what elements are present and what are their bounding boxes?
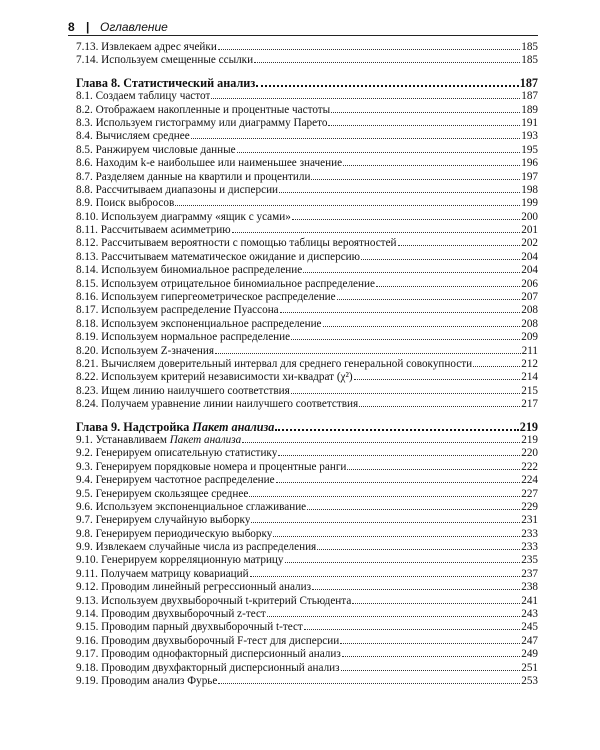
dot-leader <box>276 482 521 483</box>
toc-entry-title: 9.11. Получаем матрицу ковариаций <box>76 567 249 580</box>
toc-entry-title: 8.23. Ищем линию наилучшего соответствия <box>76 384 290 397</box>
toc-entry <box>76 278 538 291</box>
page-ref: 209 <box>521 331 538 344</box>
dot-leader <box>250 576 521 577</box>
dot-leader <box>175 205 520 206</box>
toc-entry-title: 9.6. Используем экспоненциальное сглаживание <box>76 500 307 513</box>
toc-entry-title: 8.14. Используем биномиальное распределение <box>76 264 303 277</box>
dot-leader <box>341 670 521 671</box>
toc-entry-title: 8.19. Используем нормальное распределение <box>76 331 291 344</box>
dot-leader <box>280 312 521 313</box>
toc-entry <box>76 251 538 264</box>
toc-entry-title: 8.20. Используем Z-значения <box>76 344 215 357</box>
dot-leader <box>473 366 520 367</box>
dot-leader <box>376 286 520 287</box>
dot-leader <box>342 656 520 657</box>
toc-entry <box>76 358 538 371</box>
dot-leader <box>242 442 520 443</box>
page-ref: 206 <box>521 277 538 290</box>
toc-entry <box>76 461 538 474</box>
toc-entry <box>76 541 538 554</box>
section-gap <box>76 412 538 421</box>
toc-entry <box>76 635 538 648</box>
italic-title-part: Пакет анализа <box>192 420 275 434</box>
toc-entry <box>76 104 538 117</box>
toc-entry <box>76 581 538 594</box>
toc-entry-title: 9.16. Проводим двухвыборочный F-тест для дисперсии <box>76 634 340 647</box>
page-ref: 208 <box>521 317 538 330</box>
dot-leader <box>215 353 521 354</box>
toc-entry-title: 8.12. Рассчитываем вероятности с помощью таблицы вероятностей <box>76 237 397 250</box>
page-ref: 253 <box>521 674 538 687</box>
toc-entry-title: 8.21. Вычисляем доверительный интервал для среднего генеральной совокупности <box>76 357 473 370</box>
toc-entry-title: 8.5. Ранжируем числовые данные <box>76 143 236 156</box>
page-ref: 202 <box>521 237 538 250</box>
page-ref: 198 <box>521 183 538 196</box>
toc-entry-title: 9.7. Генерируем случайную выборку <box>76 514 251 527</box>
toc-entry <box>76 434 538 447</box>
dot-leader <box>251 522 520 523</box>
toc-entry-title: 8.4. Вычисляем среднее <box>76 130 190 143</box>
dot-leader <box>292 219 520 220</box>
toc-entry <box>76 331 538 344</box>
toc-entry <box>76 608 538 621</box>
section-gap <box>76 68 538 77</box>
dot-leader <box>211 98 520 99</box>
toc-entry-title: 9.13. Используем двухвыборочный t-критерий Стьюдента <box>76 594 352 607</box>
page-ref: 220 <box>521 447 538 460</box>
dot-leader <box>256 85 518 87</box>
dot-leader <box>291 393 520 394</box>
toc-entry-title: 8.17. Используем распределение Пуассона <box>76 304 279 317</box>
toc-entry <box>76 488 538 501</box>
toc-entry-title: 9.10. Генерируем корреляционную матрицу <box>76 554 284 567</box>
page-ref: 191 <box>521 116 538 129</box>
toc-entry <box>76 528 538 541</box>
page-ref: 187 <box>519 75 538 90</box>
dot-leader <box>232 232 521 233</box>
dot-leader <box>254 62 520 63</box>
toc-entry-title: 8.18. Используем экспоненциальное распределение <box>76 317 322 330</box>
dot-leader <box>312 589 520 590</box>
toc-entry-title: 8.24. Получаем уравнение линии наилучшего соответствия <box>76 398 359 411</box>
page-ref: 245 <box>521 621 538 634</box>
page-ref: 235 <box>521 554 538 567</box>
dot-leader <box>273 536 520 537</box>
page-ref: 241 <box>521 594 538 607</box>
page-ref: 187 <box>521 90 538 103</box>
toc-entry-title: 8.8. Рассчитываем диапазоны и дисперсии <box>76 183 279 196</box>
page-ref: 219 <box>519 419 538 434</box>
toc-entry-title: 7.13. Извлекаем адрес ячейки <box>76 41 217 53</box>
toc-entry-title: 9.12. Проводим линейный регрессионный анализ <box>76 581 312 594</box>
toc-entry <box>76 264 538 277</box>
toc-entry-title: 8.13. Рассчитываем математическое ожидание и дисперсию <box>76 250 361 263</box>
toc-entry <box>76 171 538 184</box>
toc-entry <box>76 318 538 331</box>
toc-entry <box>76 595 538 608</box>
toc-entry-title: 9.2. Генерируем описательную статистику <box>76 447 278 460</box>
chapter-title: Глава 8. Статистический анализ <box>76 76 256 90</box>
dot-leader <box>267 616 520 617</box>
page-ref: 219 <box>521 433 538 446</box>
toc-entry <box>76 568 538 581</box>
page-ref: 233 <box>521 527 538 540</box>
page-ref: 214 <box>521 371 538 384</box>
toc-entry-title: 9.4. Генерируем частотное распределение <box>76 474 275 487</box>
page-ref: 204 <box>521 250 538 263</box>
page-ref: 233 <box>521 541 538 554</box>
dot-leader <box>279 192 520 193</box>
toc-entry <box>76 304 538 317</box>
dot-leader <box>347 469 520 470</box>
page-ref: 193 <box>521 130 538 143</box>
page-ref: 224 <box>521 474 538 487</box>
header-title: Оглавление <box>100 20 168 34</box>
page-ref: 251 <box>521 661 538 674</box>
toc-entry <box>76 291 538 304</box>
toc-entry <box>76 41 538 54</box>
toc-entry-title: 9.19. Проводим анализ Фурье <box>76 674 218 687</box>
toc-entry <box>76 90 538 103</box>
page-ref: 211 <box>521 344 538 357</box>
toc-entry <box>76 144 538 157</box>
dot-leader <box>191 138 521 139</box>
page-ref: 229 <box>521 500 538 513</box>
page-ref: 217 <box>521 398 538 411</box>
dot-leader <box>218 683 520 684</box>
dot-leader <box>343 165 520 166</box>
toc-entry <box>76 648 538 661</box>
toc-entry <box>76 130 538 143</box>
header-rule <box>68 35 538 36</box>
dot-leader <box>317 549 520 550</box>
toc-entry-title: 9.18. Проводим двухфакторный дисперсионный анализ <box>76 661 340 674</box>
chapter-title: Глава 9. Надстройка Пакет анализа <box>76 420 275 434</box>
page-ref: 243 <box>521 608 538 621</box>
toc-entry-title: 8.16. Используем гипергеометрическое распределение <box>76 291 336 304</box>
toc-entry-title: 9.14. Проводим двухвыборочный z-тест <box>76 608 266 621</box>
page-ref: 231 <box>521 514 538 527</box>
toc-entry-title: 9.17. Проводим однофакторный дисперсионный анализ <box>76 648 341 661</box>
toc-entry <box>76 371 538 384</box>
chapter-heading <box>76 421 538 434</box>
page-ref: 237 <box>521 567 538 580</box>
header-separator: | <box>86 20 90 34</box>
toc-entry-title: 8.9. Поиск выбросов <box>76 197 175 210</box>
dot-leader <box>328 125 520 126</box>
toc-entry-title: 7.14. Используем смещенные ссылки <box>76 54 254 67</box>
page-ref: 199 <box>521 197 538 210</box>
toc-entry-title: 9.15. Проводим парный двухвыборочный t-тест <box>76 621 303 634</box>
dot-leader <box>352 603 520 604</box>
toc-entry <box>76 211 538 224</box>
dot-leader <box>303 272 520 273</box>
toc-entry <box>76 621 538 634</box>
dot-leader <box>337 299 521 300</box>
toc-entry <box>76 447 538 460</box>
page-ref: 197 <box>521 170 538 183</box>
toc-entry <box>76 54 538 67</box>
toc-entry <box>76 157 538 170</box>
toc-entry-title: 8.10. Используем диаграмму «ящик с усами» <box>76 210 291 223</box>
page-ref: 185 <box>521 54 538 67</box>
dot-leader <box>237 152 521 153</box>
toc-entry-title: 9.5. Генерируем скользящее среднее <box>76 487 249 500</box>
page-ref: 227 <box>521 487 538 500</box>
toc-entry <box>76 224 538 237</box>
page-ref: 208 <box>521 304 538 317</box>
dot-leader <box>361 259 520 260</box>
page-ref: 201 <box>521 224 538 237</box>
page-ref: 212 <box>521 357 538 370</box>
page-ref: 189 <box>521 103 538 116</box>
toc-entry-title: 8.6. Находим k-е наибольшее или наименьшее значение <box>76 157 343 170</box>
toc-entry <box>76 514 538 527</box>
dot-leader <box>278 455 520 456</box>
dot-leader <box>311 179 520 180</box>
toc-entry <box>76 184 538 197</box>
toc-entry <box>76 197 538 210</box>
toc-entry <box>76 385 538 398</box>
toc-entry <box>76 501 538 514</box>
page-ref: 215 <box>521 384 538 397</box>
page-ref: 249 <box>521 648 538 661</box>
page-ref: 204 <box>521 264 538 277</box>
toc-entry-title: 8.15. Используем отрицательное биномиальное распределение <box>76 277 375 290</box>
toc-entry-title: 9.3. Генерируем порядковые номера и процентные ранги <box>76 460 347 473</box>
toc-entry-title: 8.11. Рассчитываем асимметрию <box>76 224 231 237</box>
running-header <box>68 18 538 40</box>
toc-entry-title: 9.9. Извлекаем случайные числа из распределения <box>76 541 317 554</box>
toc-entry <box>76 398 538 411</box>
dot-leader <box>249 496 520 497</box>
page-ref: 222 <box>521 460 538 473</box>
toc-entry <box>76 345 538 358</box>
page-ref: 238 <box>521 581 538 594</box>
toc-entry <box>76 662 538 675</box>
dot-leader <box>291 339 520 340</box>
toc-entry <box>76 554 538 567</box>
dot-leader <box>285 562 521 563</box>
toc-entry-title: 8.2. Отображаем накопленные и процентные частоты <box>76 103 331 116</box>
dot-leader <box>354 379 521 380</box>
dot-leader <box>340 643 520 644</box>
page-ref: 196 <box>521 157 538 170</box>
italic-title-part: Пакет анализа <box>169 433 242 446</box>
toc-entry <box>76 117 538 130</box>
dot-leader <box>218 49 520 50</box>
toc-entry-title: 8.3. Используем гистограмму или диаграмму Парето <box>76 116 328 129</box>
toc-entry <box>76 237 538 250</box>
page-ref: 207 <box>521 291 538 304</box>
toc-entry <box>76 675 538 688</box>
chapter-heading <box>76 77 538 90</box>
page-ref: 185 <box>521 41 538 53</box>
toc-entry-title: 8.7. Разделяем данные на квартили и процентили <box>76 170 311 183</box>
toc-entry-title: 9.1. Устанавливаем Пакет анализа <box>76 433 242 446</box>
dot-leader <box>331 112 520 113</box>
toc-entry-title: 8.1. Создаем таблицу частот <box>76 90 211 103</box>
dot-leader <box>398 245 521 246</box>
table-of-contents <box>76 41 538 688</box>
dot-leader <box>323 326 521 327</box>
dot-leader <box>307 509 520 510</box>
dot-leader <box>304 629 520 630</box>
toc-entry <box>76 474 538 487</box>
toc-entry-title: 9.8. Генерируем периодическую выборку <box>76 527 273 540</box>
page-number: 8 <box>68 20 75 34</box>
dot-leader <box>275 429 518 431</box>
page-ref: 247 <box>521 634 538 647</box>
page-ref: 200 <box>521 210 538 223</box>
dot-leader <box>359 406 520 407</box>
toc-entry-title: 8.22. Используем критерий независимости хи-квадрат (χ²) <box>76 371 353 384</box>
page-ref: 195 <box>521 143 538 156</box>
